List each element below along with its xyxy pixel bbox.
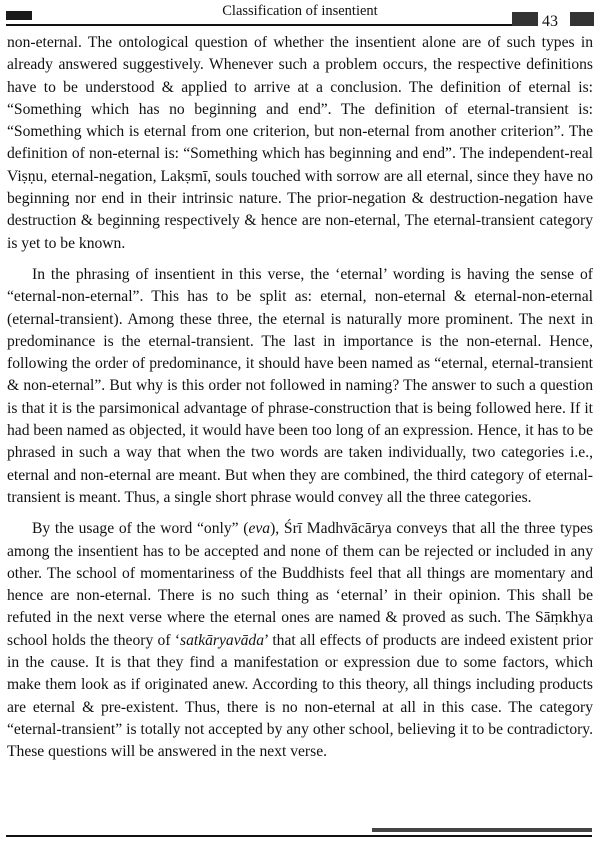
paragraph-3 bbox=[7, 518, 593, 763]
paragraph-text: In the phrasing of insentient in this verse, the ‘eternal’ wording is having the sense of “eternal-non-eternal”. This has to be split as: eternal, non-eternal & eternal-non-eternal (eternal-transient). Among these three, the eternal is naturally more prominent. The next in predominance is the eternal-transient. The last in importance is the non-eternal. Hence, following the order of predominance, it should have been named as “eternal, eternal-transient & non-eternal”. But why is this order not followed in naming? The answer to such a question is that it is the parsimonical advantage of phrase-construction that is being followed here. If it had been named as objected, it would have been too long of an expression. Hence, it has to be phrased in such a way that when the two words are taken individually, two categories i.e., eternal and non-eternal are meant. But when they are combined, the third category of eternal-transient is meant. Thus, a single short phrase would convey all the three categories. bbox=[7, 265, 593, 506]
paragraph-1 bbox=[7, 32, 593, 255]
footer-rule bbox=[6, 835, 592, 837]
italic-term: satkāryavāda bbox=[180, 631, 265, 649]
italic-term: eva bbox=[248, 520, 271, 538]
paragraph-text: ’ that all effects of products are indeed existent prior in the cause. It is that they find a manifestation or expression due to some factors, which make them look as if originated anew. According to this theory, all things including products are eternal & pre-existent. Thus, there is no non-eternal at all in this case. The category “eternal-transient” is totally not accepted by any other school, believing it to be contradictory. These questions will be answered in the next verse. bbox=[7, 631, 593, 761]
paragraph-text: ), Śrī Madhvācārya conveys that all the three types among the insentient has to be accepted and none of them can be rejected or included in any other. The school of momentariness of the Buddhists feel that all things are momentary and hence are non-eternal. There is no such thing as ‘eternal’ in their opinion. This shall be refuted in the next verse where the eternal ones are named & proved as such. The Sāṃkhya school holds the theory of ‘ bbox=[7, 520, 594, 649]
header-rule bbox=[6, 24, 512, 26]
page-body bbox=[7, 32, 593, 773]
header-ornament-right bbox=[570, 12, 594, 26]
paragraph-2 bbox=[7, 264, 593, 509]
header-ornament-mid bbox=[512, 12, 538, 26]
paragraph-text: By the usage of the word “only” ( bbox=[32, 520, 249, 538]
running-header bbox=[0, 0, 600, 30]
page-number: 43 bbox=[542, 13, 558, 30]
footer-rule-thick bbox=[372, 828, 592, 832]
paragraph-text: non-eternal. The ontological question of whether the insentient alone are of such types in already answered suggestively. Whenever such a problem occurs, the respective definitions have to be understood & applied to arrive at a conclusion. The definition of eternal is: “Something which has no beginning and end”. The definition of eternal-transient is: “Something which is eternal from one criterion, but non-eternal from another criterion”. The definition of non-eternal is: “Something which has beginning and end”. The independent-real Viṣṇu, eternal-negation, Lakṣmī, souls touched with sorrow are all eternal, since they have no beginning nor end in their intrinsic nature. The prior-negation & destruction-negation have destruction & beginning respectively & hence are non-eternal, The eternal-transient category is yet to be known. bbox=[7, 34, 593, 252]
running-title: Classification of insentient bbox=[222, 3, 378, 19]
